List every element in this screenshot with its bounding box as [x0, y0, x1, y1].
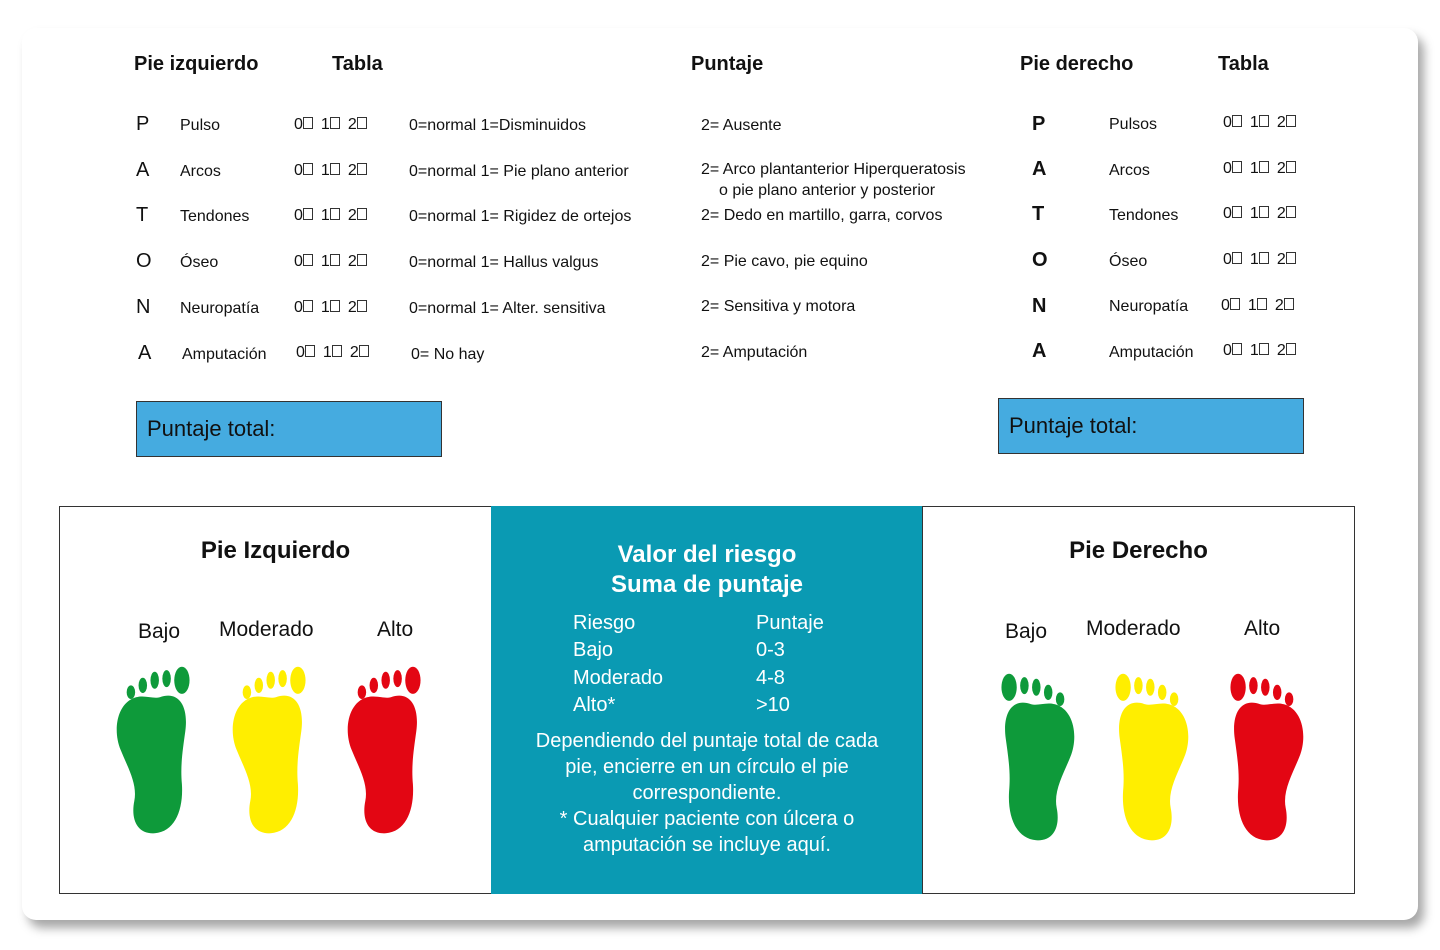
- checkbox-icon[interactable]: [330, 117, 340, 129]
- left-row-options: [294, 299, 375, 317]
- left-row-label: Óseo: [180, 254, 219, 271]
- checkbox-icon[interactable]: [303, 163, 313, 175]
- option-1-label: 1: [320, 162, 330, 179]
- footprint-low-icon[interactable]: [110, 665, 196, 835]
- right-total-field[interactable]: [998, 398, 1304, 454]
- option-0-label: 0: [296, 344, 305, 361]
- checkbox-icon[interactable]: [357, 163, 367, 175]
- option-2-label: 2: [347, 162, 357, 179]
- checkbox-icon[interactable]: [330, 254, 340, 266]
- left-row-options: [294, 253, 375, 271]
- option-2-label: 2: [347, 253, 357, 270]
- right-total-label: Puntaje total:: [1009, 413, 1138, 438]
- left-row-desc1: 0=normal 1= Hallus valgus: [409, 254, 599, 271]
- left-row-desc2: 2= Dedo en martillo, garra, corvos: [701, 207, 943, 224]
- left-level-high: Alto: [377, 618, 414, 641]
- instruction-line: * Cualquier paciente con úlcera o: [559, 808, 855, 830]
- left-row-letter: A: [138, 342, 152, 364]
- right-row-label: Tendones: [1109, 207, 1179, 224]
- header-left-foot: Pie izquierdo: [134, 53, 259, 75]
- instruction-line: Dependiendo del puntaje total de cada: [535, 730, 879, 752]
- option-2-label: 2: [347, 116, 357, 133]
- option-1-label: 1: [320, 116, 330, 133]
- instruction-line: correspondiente.: [632, 782, 782, 804]
- left-row-label: Pulso: [180, 117, 221, 134]
- checkbox-icon[interactable]: [303, 254, 313, 266]
- left-row-desc2: 2= Amputación: [701, 344, 808, 361]
- left-row-desc1: 0=normal 1= Rigidez de ortejos: [409, 208, 632, 225]
- right-row-letter: P: [1032, 113, 1046, 135]
- option-1-label: 1: [322, 344, 332, 361]
- risk-row-score: 4-8: [756, 667, 785, 689]
- right-row-options: [1223, 342, 1304, 360]
- footprint-high-icon[interactable]: [341, 665, 427, 835]
- left-row-desc2: 2= Arco plantanterior Hiperqueratosis: [701, 161, 966, 178]
- checkbox-icon[interactable]: [1286, 252, 1296, 264]
- left-total-label: Puntaje total:: [147, 416, 276, 441]
- option-2-label: 2: [1276, 114, 1286, 131]
- footprint-high-icon[interactable]: [1224, 672, 1310, 842]
- right-row-letter: T: [1032, 203, 1045, 225]
- right-panel-title: Pie Derecho: [1069, 537, 1208, 564]
- right-row-options: [1223, 114, 1304, 132]
- checkbox-icon[interactable]: [1259, 206, 1269, 218]
- option-2-label: 2: [347, 299, 357, 316]
- left-row-options: [296, 344, 377, 362]
- option-1-label: 1: [1249, 114, 1259, 131]
- option-2-label: 2: [1276, 205, 1286, 222]
- option-0-label: 0: [294, 116, 303, 133]
- footprint-low-icon[interactable]: [995, 672, 1081, 842]
- checkbox-icon[interactable]: [359, 345, 369, 357]
- option-2-label: 2: [349, 344, 359, 361]
- option-0-label: 0: [294, 162, 303, 179]
- checkbox-icon[interactable]: [1257, 298, 1267, 310]
- right-row-options: [1221, 297, 1302, 315]
- option-2-label: 2: [1276, 160, 1286, 177]
- option-0-label: 0: [1223, 160, 1232, 177]
- instruction-line: amputación se incluye aquí.: [583, 834, 831, 856]
- checkbox-icon[interactable]: [1286, 343, 1296, 355]
- option-2-label: 2: [1274, 297, 1284, 314]
- right-row-options: [1223, 160, 1304, 178]
- option-1-label: 1: [320, 299, 330, 316]
- option-1-label: 1: [320, 207, 330, 224]
- option-2-label: 2: [1276, 342, 1286, 359]
- left-total-field[interactable]: [136, 401, 442, 457]
- left-row-letter: N: [136, 296, 151, 318]
- left-row-options: [294, 116, 375, 134]
- checkbox-icon[interactable]: [1232, 343, 1242, 355]
- option-0-label: 0: [1223, 342, 1232, 359]
- option-0-label: 0: [1223, 114, 1232, 131]
- header-right-table: Tabla: [1218, 53, 1269, 75]
- option-0-label: 0: [1223, 205, 1232, 222]
- checkbox-icon[interactable]: [1232, 206, 1242, 218]
- left-row-letter: O: [136, 250, 152, 272]
- left-row-desc2: 2= Ausente: [701, 117, 782, 134]
- checkbox-icon[interactable]: [1259, 161, 1269, 173]
- option-0-label: 0: [294, 299, 303, 316]
- checkbox-icon[interactable]: [357, 254, 367, 266]
- left-row-desc2: 2= Pie cavo, pie equino: [701, 253, 868, 270]
- checkbox-icon[interactable]: [332, 345, 342, 357]
- risk-row-label: Alto*: [573, 694, 616, 716]
- checkbox-icon[interactable]: [303, 208, 313, 220]
- risk-title-line2: Suma de puntaje: [610, 571, 804, 598]
- header-right-foot: Pie derecho: [1020, 53, 1134, 75]
- checkbox-icon[interactable]: [1286, 161, 1296, 173]
- checkbox-icon[interactable]: [1284, 298, 1294, 310]
- option-0-label: 0: [1223, 251, 1232, 268]
- right-level-high: Alto: [1244, 617, 1281, 640]
- right-row-letter: N: [1032, 295, 1047, 317]
- header-left-table: Tabla: [332, 53, 383, 75]
- left-row-label: Amputación: [182, 346, 267, 363]
- option-1-label: 1: [1249, 160, 1259, 177]
- right-row-options: [1223, 205, 1304, 223]
- left-row-letter: T: [136, 204, 149, 226]
- option-1-label: 1: [1249, 251, 1259, 268]
- risk-title-line1: Valor del riesgo: [617, 541, 797, 568]
- footprint-moderate-icon[interactable]: [1109, 672, 1195, 842]
- left-row-desc1: 0=normal 1= Alter. sensitiva: [409, 300, 606, 317]
- risk-row-score: >10: [756, 694, 790, 716]
- risk-value-panel: [491, 506, 923, 894]
- checkbox-icon[interactable]: [1232, 252, 1242, 264]
- option-2-label: 2: [347, 207, 357, 224]
- checkbox-icon[interactable]: [303, 117, 313, 129]
- left-panel-title: Pie Izquierdo: [200, 537, 351, 564]
- left-row-letter: P: [136, 113, 150, 135]
- right-row-label: Arcos: [1109, 162, 1150, 179]
- checkbox-icon[interactable]: [330, 300, 340, 312]
- left-row-letter: A: [136, 159, 150, 181]
- checkbox-icon[interactable]: [1259, 115, 1269, 127]
- left-row-desc1: 0= No hay: [411, 346, 485, 363]
- right-level-moderate: Moderado: [1086, 617, 1181, 640]
- left-row-desc2: 2= Sensitiva y motora: [701, 298, 856, 315]
- option-0-label: 0: [294, 207, 303, 224]
- option-1-label: 1: [320, 253, 330, 270]
- right-level-low: Bajo: [1005, 620, 1048, 643]
- instruction-line: pie, encierre en un círculo el pie: [565, 756, 849, 778]
- option-0-label: 0: [294, 253, 303, 270]
- checkbox-icon[interactable]: [1286, 206, 1296, 218]
- risk-panel-title: [491, 540, 923, 600]
- option-0-label: 0: [1221, 297, 1230, 314]
- right-row-letter: O: [1032, 249, 1048, 271]
- right-row-label: Pulsos: [1109, 116, 1158, 133]
- left-row-label: Neuropatía: [180, 300, 260, 317]
- left-row-desc1: 0=normal 1=Disminuidos: [409, 117, 586, 134]
- right-row-label: Neuropatía: [1109, 298, 1189, 315]
- checkbox-icon[interactable]: [303, 300, 313, 312]
- left-row-desc1: 0=normal 1= Pie plano anterior: [409, 163, 629, 180]
- header-score: Puntaje: [691, 53, 764, 75]
- risk-row-label: Bajo: [573, 639, 614, 661]
- left-foot-panel: [59, 506, 492, 894]
- option-2-label: 2: [1276, 251, 1286, 268]
- right-row-letter: A: [1032, 340, 1047, 362]
- left-row-options: [294, 207, 375, 225]
- risk-row-score: 0-3: [756, 639, 785, 661]
- left-level-low: Bajo: [138, 620, 181, 643]
- option-1-label: 1: [1247, 297, 1257, 314]
- left-level-moderate: Moderado: [219, 618, 314, 641]
- risk-col-header: Riesgo: [573, 612, 636, 634]
- checkbox-icon[interactable]: [330, 163, 340, 175]
- left-row-label: Arcos: [180, 163, 221, 180]
- right-row-label: Óseo: [1109, 253, 1148, 270]
- right-row-letter: A: [1032, 158, 1047, 180]
- right-foot-panel: [922, 506, 1355, 894]
- checkbox-icon[interactable]: [357, 117, 367, 129]
- risk-row-label: Moderado: [573, 667, 664, 689]
- option-1-label: 1: [1249, 342, 1259, 359]
- checkbox-icon[interactable]: [1259, 343, 1269, 355]
- checkbox-icon[interactable]: [357, 208, 367, 220]
- checkbox-icon[interactable]: [1232, 161, 1242, 173]
- checkbox-icon[interactable]: [357, 300, 367, 312]
- score-col-header: Puntaje: [756, 612, 824, 634]
- checkbox-icon[interactable]: [1230, 298, 1240, 310]
- checkbox-icon[interactable]: [1232, 115, 1242, 127]
- right-row-label: Amputación: [1109, 344, 1194, 361]
- left-row-desc2-cont: o pie plano anterior y posterior: [719, 182, 936, 199]
- checkbox-icon[interactable]: [305, 345, 315, 357]
- option-1-label: 1: [1249, 205, 1259, 222]
- checkbox-icon[interactable]: [330, 208, 340, 220]
- risk-instructions: [491, 728, 923, 858]
- left-row-options: [294, 162, 375, 180]
- checkbox-icon[interactable]: [1286, 115, 1296, 127]
- footprint-moderate-icon[interactable]: [226, 665, 312, 835]
- checkbox-icon[interactable]: [1259, 252, 1269, 264]
- right-row-options: [1223, 251, 1304, 269]
- left-row-label: Tendones: [180, 208, 250, 225]
